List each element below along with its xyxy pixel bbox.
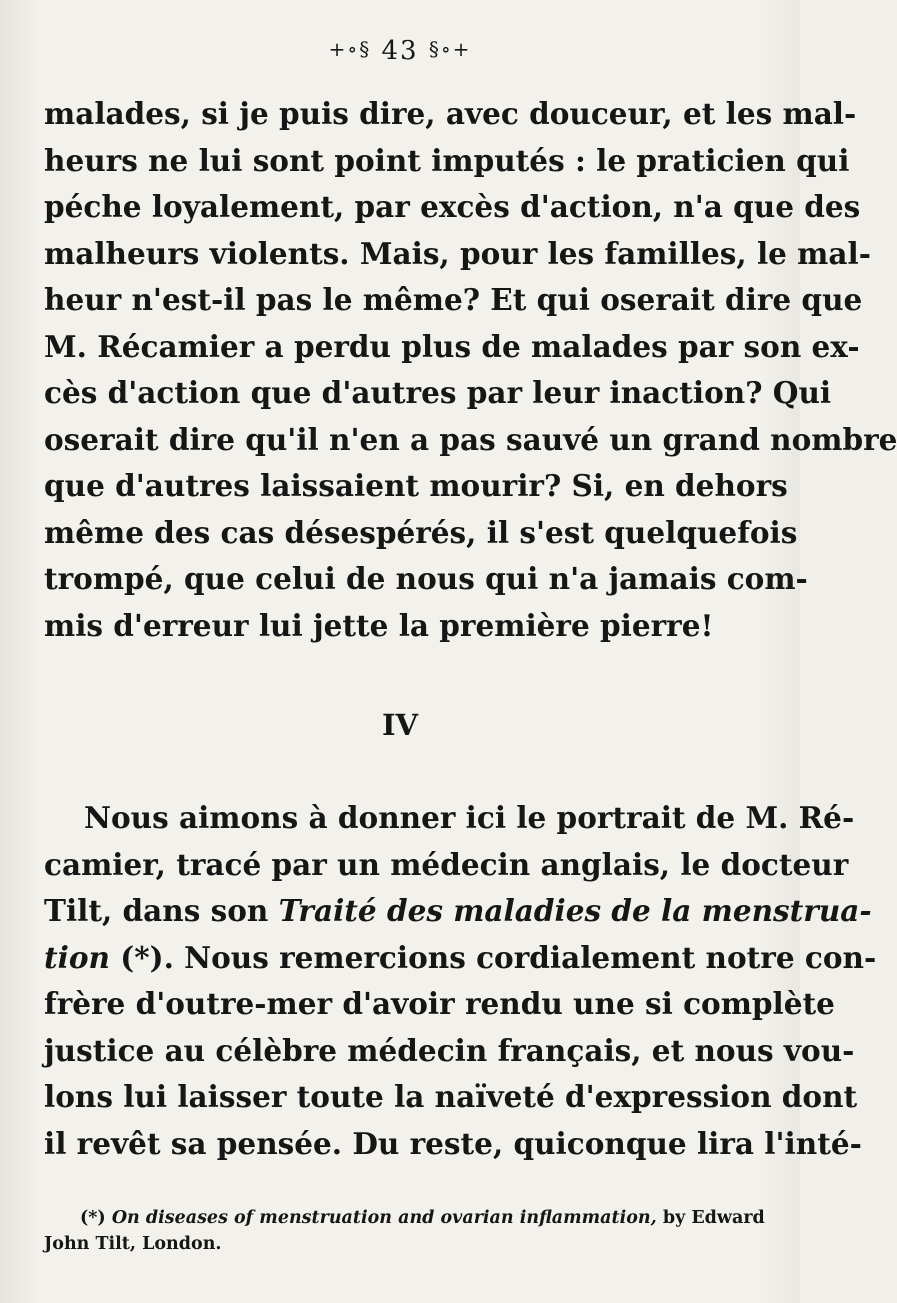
ornament-right: §∘+ xyxy=(428,37,472,61)
text-line xyxy=(44,888,872,935)
text-line: M. Récamier a perdu plus de malades par son ex- xyxy=(44,328,860,364)
text-line: malheurs violents. Mais, pour les familles, le mal- xyxy=(44,235,871,271)
text-line: heur n'est-il pas le même? Et qui oserait dire que xyxy=(44,282,863,317)
footnote-line: John Tilt, London. xyxy=(44,1234,222,1254)
book-title-italic: Traité des maladies de la menstrua- xyxy=(278,893,872,928)
text-segment: (*). Nous remercions cordialement notre con- xyxy=(109,939,877,975)
text-line: lons lui laisser toute la naïveté d'expression dont xyxy=(44,1079,858,1114)
section-heading: IV xyxy=(381,708,419,742)
footnote-line xyxy=(44,1205,765,1231)
page-header xyxy=(0,36,800,66)
text-line: il revêt sa pensée. Du reste, quiconque lira l'inté- xyxy=(44,1125,862,1161)
paragraph-2 xyxy=(44,795,877,1167)
text-line: malades, si je puis dire, avec douceur, et les mal- xyxy=(44,96,857,131)
book-title-italic: tion xyxy=(44,939,110,975)
ornament-left: +∘§ xyxy=(328,37,372,61)
text-line: justice au célèbre médecin français, et nous vou- xyxy=(44,1032,855,1068)
text-line xyxy=(44,935,877,982)
text-line: que d'autres laissaient mourir? Si, en dehors xyxy=(44,468,788,503)
text-line: trompé, que celui de nous qui n'a jamais com- xyxy=(44,561,808,596)
text-line: heurs ne lui sont point imputés : le praticien qui xyxy=(44,142,850,178)
text-line: frère d'outre-mer d'avoir rendu une si complète xyxy=(44,986,835,1021)
text-line: péche loyalement, par excès d'action, n'a que des xyxy=(44,189,861,224)
text-line: même des cas désespérés, il s'est quelquefois xyxy=(44,514,798,550)
footnote xyxy=(44,1205,765,1257)
page-number: 43 xyxy=(381,36,419,66)
text-segment: Tilt, dans son xyxy=(44,893,279,928)
text-line: camier, tracé par un médecin anglais, le docteur xyxy=(44,846,849,882)
text-line: Nous aimons à donner ici le portrait de M. Ré- xyxy=(84,800,855,835)
footnote-title-italic: On diseases of menstruation and ovarian inflammation, xyxy=(111,1208,657,1228)
text-line: mis d'erreur lui jette la première pierre! xyxy=(44,607,714,643)
text-line: cès d'action que d'autres par leur inaction? Qui xyxy=(44,375,832,410)
text-line: oserait dire qu'il n'en a pas sauvé un grand nombre xyxy=(44,421,897,457)
footnote-author: by Edward xyxy=(656,1208,765,1228)
paragraph-1 xyxy=(44,91,897,649)
footnote-marker: (*) xyxy=(80,1208,112,1228)
